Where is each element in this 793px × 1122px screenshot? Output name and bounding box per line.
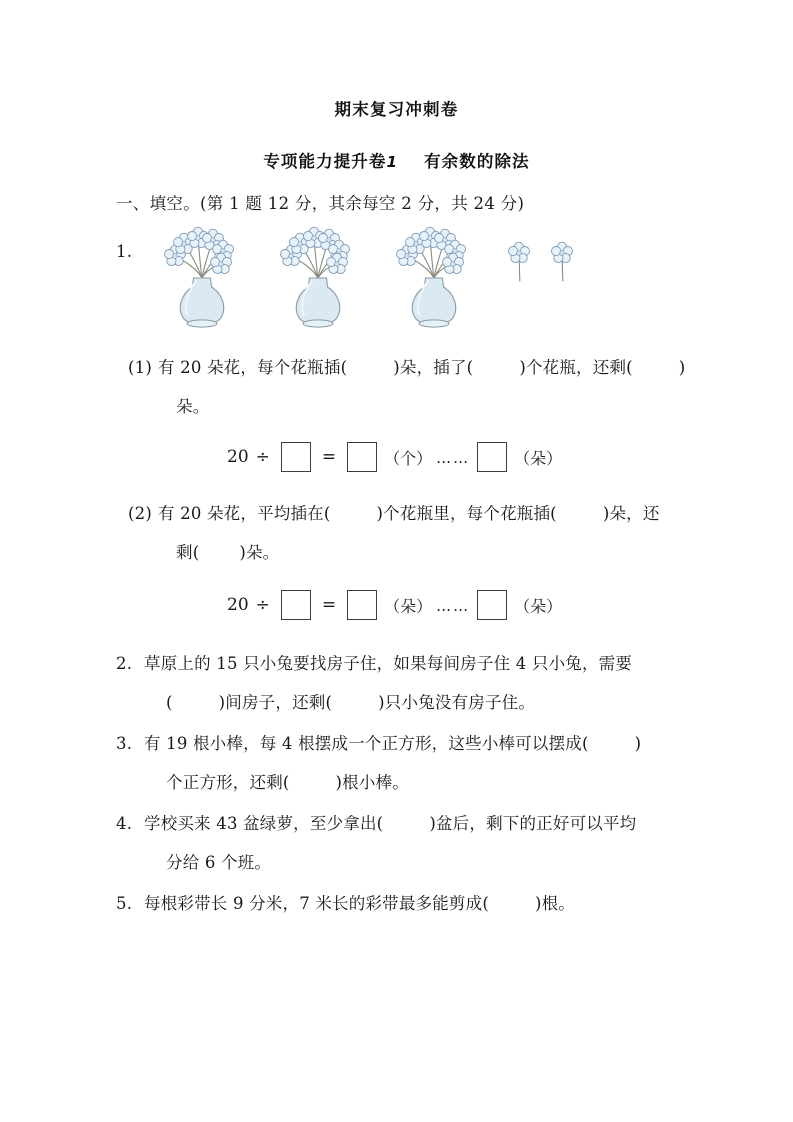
question-4 <box>116 804 696 882</box>
vase-2 <box>281 227 350 327</box>
equation-1-quotient-box[interactable] <box>347 442 377 472</box>
question-1-sub-1 <box>128 348 685 426</box>
subtitle-main: 专项能力提升卷 <box>263 152 387 171</box>
equation-2-remainder-unit: （朵） <box>514 596 563 616</box>
loose-flower-1 <box>509 242 530 281</box>
equation-2-quotient-unit: （朵） <box>384 596 433 616</box>
section-heading: 一、填空。(第 1 题 12 分，其余每空 2 分，共 24 分) <box>116 194 525 213</box>
question-3-line-2: 个正方形，还剩( )根小棒。 <box>166 773 409 792</box>
equation-1 <box>226 442 564 472</box>
equation-2-quotient-box[interactable] <box>347 590 377 620</box>
equation-1-divisor-box[interactable] <box>281 442 311 472</box>
page-subtitle <box>0 148 793 172</box>
question-2-line-1: 草原上的 15 只小兔要找房子住，如果每间房子住 4 只小兔，需要 <box>144 654 633 673</box>
equation-2-dividend: 20 <box>227 595 249 615</box>
equation-1-remainder-unit: （朵） <box>514 448 563 468</box>
question-3-line-1: 有 19 根小棒，每 4 根摆成一个正方形，这些小棒可以摆成( ) <box>144 734 642 753</box>
question-1-sub-1-line-1: 有 20 朵花，每个花瓶插( )朵，插了( )个花瓶，还剩( ) <box>158 358 686 377</box>
question-1-sub-1-label: (1) <box>128 358 152 377</box>
question-5-number: 5. <box>116 894 133 913</box>
equation-1-dots: …… <box>436 449 471 467</box>
question-1-sub-2 <box>128 494 660 572</box>
equation-1-remainder-box[interactable] <box>477 442 507 472</box>
divide-sign: ÷ <box>255 447 270 467</box>
page-title: 期末复习冲刺卷 <box>334 100 459 119</box>
question-3 <box>116 724 696 802</box>
question-4-number: 4. <box>116 814 133 833</box>
subtitle-topic: 有余数的除法 <box>424 152 530 171</box>
equation-2-remainder-box[interactable] <box>477 590 507 620</box>
question-1-sub-2-label: (2) <box>128 504 152 523</box>
subtitle-index: 1 <box>386 153 399 171</box>
equals-sign: = <box>321 595 337 615</box>
equation-1-dividend: 20 <box>227 447 249 467</box>
vase-3 <box>397 227 466 327</box>
question-3-number: 3. <box>116 734 133 753</box>
divide-sign: ÷ <box>255 595 270 615</box>
equation-2-divisor-box[interactable] <box>281 590 311 620</box>
equation-2-dots: …… <box>436 597 471 615</box>
question-1-number: 1. <box>116 242 133 261</box>
question-1-sub-2-line-1: 有 20 朵花，平均插在( )个花瓶里，每个花瓶插( )朵，还 <box>158 504 660 523</box>
vase-1 <box>165 227 234 327</box>
loose-flower-2 <box>552 242 573 281</box>
equals-sign: = <box>321 447 337 467</box>
equation-2 <box>226 590 564 620</box>
flower-vases-illustration <box>150 226 590 331</box>
question-4-line-2: 分给 6 个班。 <box>166 853 272 872</box>
question-1-sub-1-line-2: 朵。 <box>176 397 210 416</box>
question-4-line-1: 学校买来 43 盆绿萝，至少拿出( )盆后，剩下的正好可以平均 <box>144 814 637 833</box>
question-2-number: 2. <box>116 654 133 673</box>
question-5-line-1: 每根彩带长 9 分米，7 米长的彩带最多能剪成( )根。 <box>144 894 576 913</box>
question-2 <box>116 644 696 722</box>
question-5 <box>116 884 696 923</box>
question-2-line-2: ( )间房子，还剩( )只小兔没有房子住。 <box>166 693 536 712</box>
equation-1-quotient-unit: （个） <box>384 448 433 468</box>
question-1-sub-2-line-2: 剩( )朵。 <box>176 543 280 562</box>
